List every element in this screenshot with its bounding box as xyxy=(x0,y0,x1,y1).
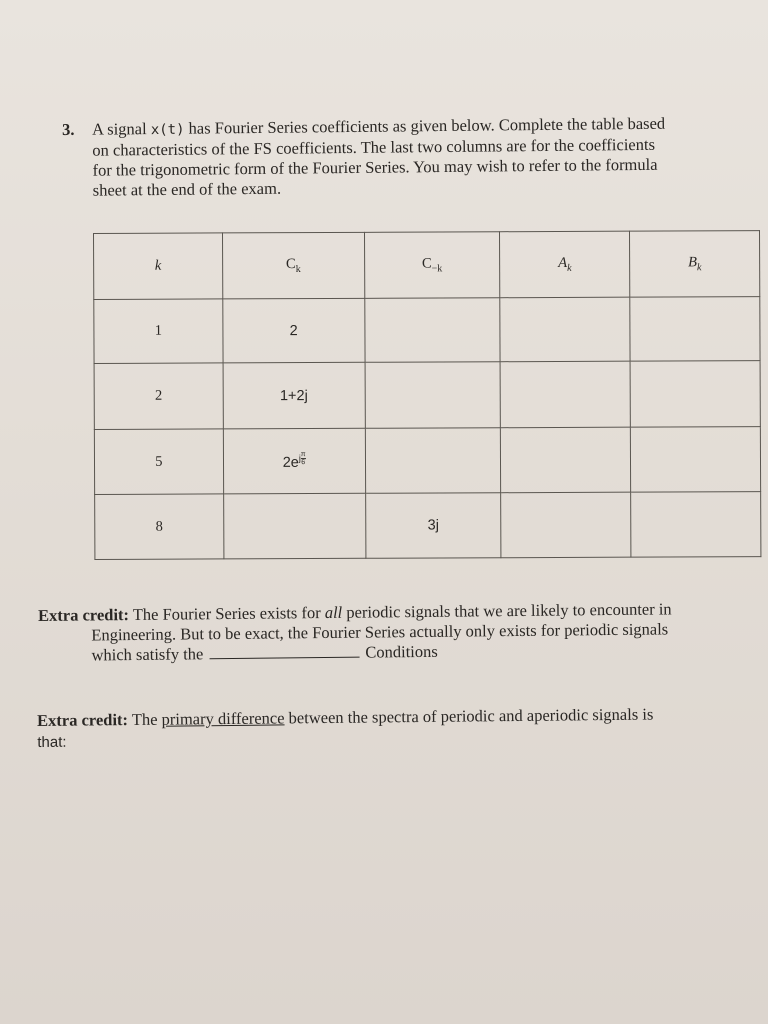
table-row xyxy=(94,361,760,430)
header-ck: $C_k$ xyxy=(222,232,364,299)
cell-bk xyxy=(630,297,760,362)
question-3 xyxy=(62,113,763,201)
cell-ak xyxy=(501,427,631,493)
cell-k: 5 xyxy=(94,429,223,495)
extra1-italic-word: all xyxy=(324,602,343,622)
table-row xyxy=(94,427,760,495)
extra2-underlined: primary difference xyxy=(161,708,285,729)
extra2-text-b: between the spectra of periodic and aperiodic signals is xyxy=(288,704,654,728)
extra-credit-2 xyxy=(37,702,757,753)
cell-c-minus-k xyxy=(364,298,500,363)
cell-ak xyxy=(500,361,630,428)
answer-blank[interactable] xyxy=(209,643,359,660)
table-header-row xyxy=(94,231,760,300)
cell-ck: 2 xyxy=(223,298,365,363)
extra1-line2: Engineering. But to be exact, the Fourier Series actually only exists for periodic signals xyxy=(91,619,669,645)
question-text-start: A signal xyxy=(91,119,147,139)
cell-ak xyxy=(501,492,631,558)
cell-ck: 1+2j xyxy=(223,362,365,429)
question-line3: for the trigonometric form of the Fourier Series. You may wish to refer to the formula xyxy=(92,154,658,180)
question-number: 3. xyxy=(62,119,75,139)
header-k: k xyxy=(94,233,223,300)
cell-c-minus-k xyxy=(365,428,501,494)
cell-c-minus-k: 3j xyxy=(365,493,501,559)
signal-variable: x(t) xyxy=(150,121,185,139)
extra-credit-label: Extra credit: xyxy=(37,710,129,730)
header-c-minus-k: $C_{-k}$ xyxy=(364,232,500,299)
cell-ak xyxy=(500,297,630,362)
cell-ck xyxy=(223,493,365,559)
extra-credit-1 xyxy=(38,598,759,666)
table-row xyxy=(94,297,760,364)
cell-bk xyxy=(631,492,761,558)
fourier-coefficients-table xyxy=(93,230,761,560)
question-line4: sheet at the end of the exam. xyxy=(92,178,282,200)
table-row xyxy=(95,492,761,560)
extra2-line2: that: xyxy=(37,733,67,751)
cell-c-minus-k xyxy=(365,362,501,429)
extra1-text-a: The Fourier Series exists for xyxy=(132,603,321,625)
header-bk: $B_k$ xyxy=(630,231,760,298)
extra2-text-a: The xyxy=(131,709,158,730)
cell-bk xyxy=(631,427,761,493)
extra1-text-b: periodic signals that we are likely to encounter in xyxy=(346,599,672,622)
question-text xyxy=(92,113,763,201)
question-line2: on characteristics of the FS coefficients. The last two columns are for the coefficients xyxy=(92,134,656,160)
extra-credit-label: Extra credit: xyxy=(38,605,130,625)
cell-k: 8 xyxy=(95,494,224,560)
cell-k: 2 xyxy=(94,363,223,430)
extra1-line3: which satisfy the Conditions xyxy=(91,641,438,665)
question-line1-rest: has Fourier Series coefficients as given below. Complete the table based xyxy=(188,113,666,138)
header-ak: $A_k$ xyxy=(500,231,630,298)
cell-bk xyxy=(630,361,760,428)
cell-ck: $2e^{j \frac{\pi}{6}}$ xyxy=(223,428,365,494)
cell-k: 1 xyxy=(94,299,223,364)
